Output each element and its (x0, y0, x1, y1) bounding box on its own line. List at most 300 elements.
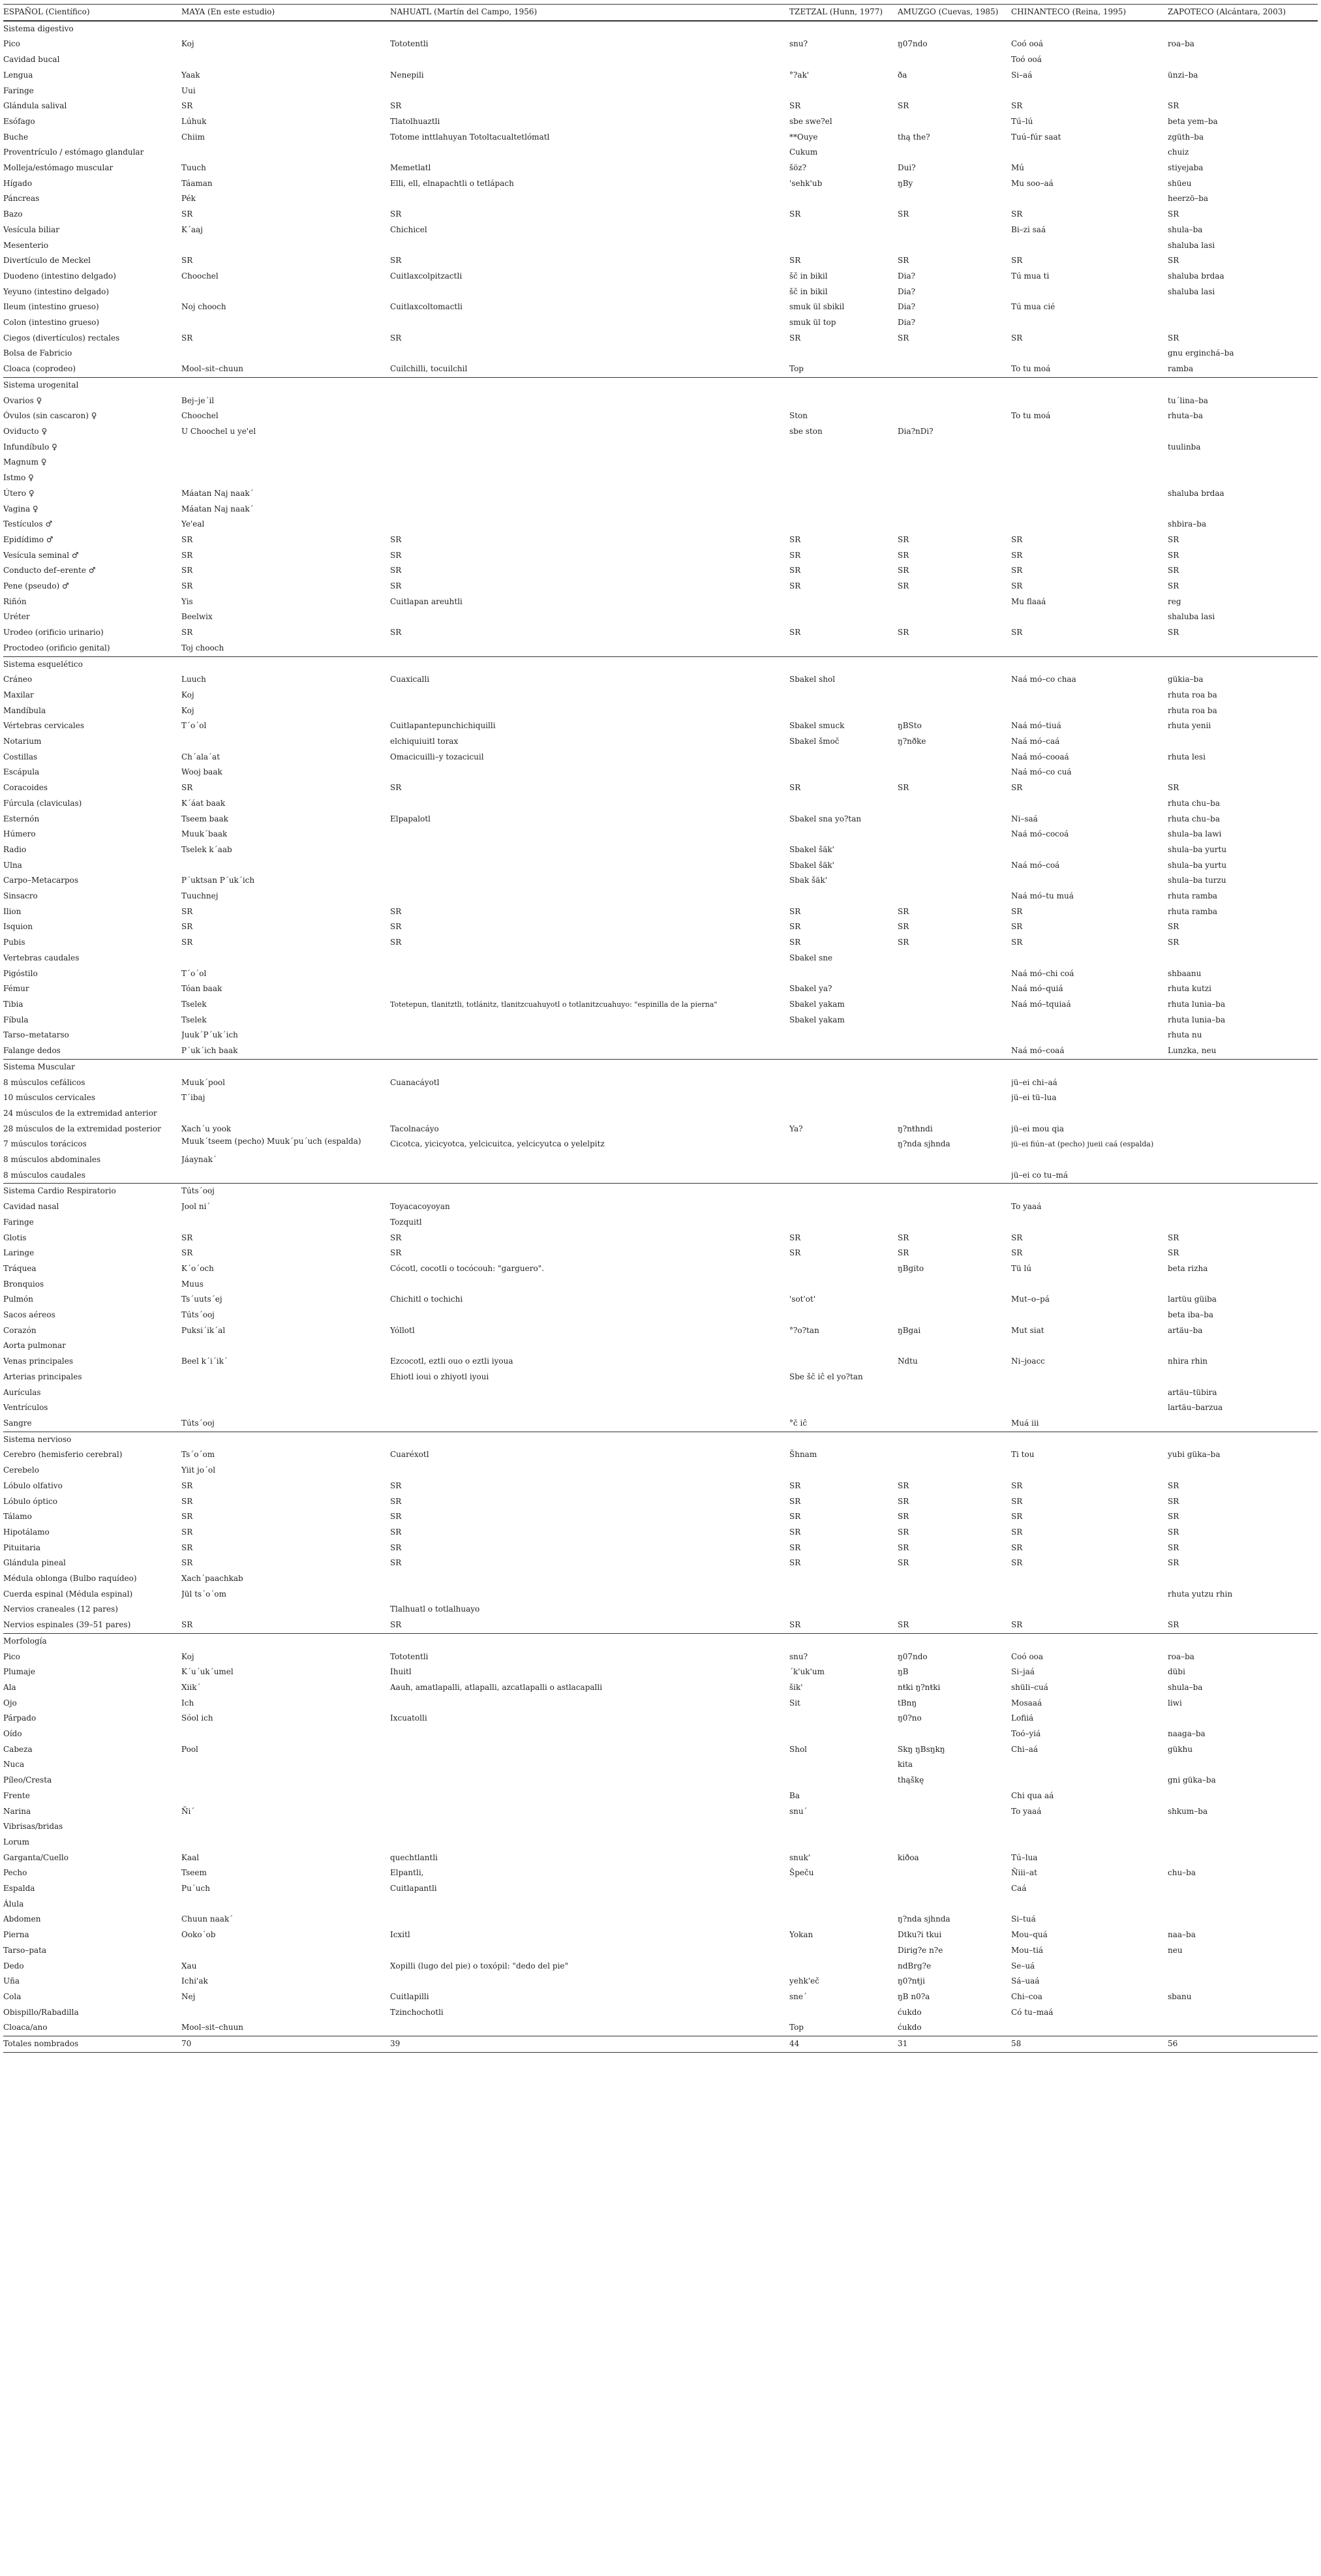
table-cell: Ihuitl (390, 1667, 412, 1677)
table-cell: Ñiii–at (1011, 1868, 1037, 1878)
table-cell: Glotis (3, 1233, 27, 1242)
table-cell: rhuta chu–ba (1168, 814, 1220, 823)
table-cell: Jül ts´o´om (181, 1589, 226, 1599)
table-row (3, 1447, 1318, 1463)
table-cell: jü–ei fiún–at (pecho) jueii caá (espalda) (1011, 1140, 1154, 1149)
table-cell: SR (181, 101, 193, 111)
table-row (3, 346, 1318, 361)
table-cell: SR (390, 333, 402, 343)
table-cell (181, 1726, 390, 1742)
table-cell: Útero ♀ (3, 488, 35, 498)
table-cell (390, 1788, 789, 1804)
table-cell (1011, 517, 1168, 532)
section-row (3, 1184, 1318, 1199)
table-row (3, 812, 1318, 827)
table-cell (1011, 656, 1168, 672)
table-cell (789, 1090, 898, 1106)
table-cell: thą the? (898, 132, 930, 142)
table-cell (1011, 1819, 1168, 1835)
table-cell: Cuitlaxcolpitzactli (390, 271, 463, 281)
table-cell: Tlalhuatl o totlalhuayo (390, 1604, 480, 1614)
table-cell: SR (181, 628, 193, 637)
table-row (3, 1385, 1318, 1401)
table-cell: Píleo/Cresta (3, 1775, 52, 1785)
table-cell: SR (898, 333, 909, 343)
table-cell: SR (181, 566, 193, 575)
table-cell: Tacolnacáyo (390, 1124, 439, 1133)
table-cell (898, 1338, 1011, 1354)
table-cell (181, 1400, 390, 1416)
table-cell (390, 1385, 789, 1401)
table-cell: ŋBgito (898, 1263, 924, 1273)
table-cell: SR (898, 1558, 909, 1568)
table-cell: shaluba brdaa (1168, 488, 1224, 498)
table-cell (390, 2020, 789, 2036)
table-cell (898, 1416, 1011, 1432)
table-cell: SR (390, 1558, 402, 1568)
table-cell (898, 951, 1011, 966)
table-cell (898, 1385, 1011, 1401)
table-cell (1011, 1897, 1168, 1912)
table-cell (898, 997, 1011, 1013)
table-cell: rhuta lunia–ba (1168, 1000, 1226, 1009)
table-cell: Garganta/Cuello (3, 1852, 68, 1862)
table-cell (390, 858, 789, 874)
table-cell: Nervios espinales (39–51 pares) (3, 1620, 131, 1630)
table-cell: Radio (3, 844, 27, 854)
column-header: CHINANTECO (Reina, 1995) (1011, 5, 1168, 21)
table-cell (898, 1059, 1011, 1075)
table-cell: Ñi´ (181, 1806, 195, 1816)
table-row (3, 1246, 1318, 1261)
table-cell (898, 84, 1011, 99)
table-cell (789, 1897, 898, 1912)
table-row (3, 424, 1318, 440)
table-cell: Ovarios ♀ (3, 395, 42, 405)
table-cell: Xopilli (lugo del pie) o toxópil: "dedo del pie" (390, 1961, 569, 1970)
table-cell: Lofiiá (1011, 1713, 1034, 1723)
table-cell: Sistema urogenital (3, 377, 181, 393)
table-cell (898, 1463, 1011, 1479)
table-cell (1011, 315, 1168, 331)
table-cell: Tú–lú (1011, 116, 1033, 126)
table-cell: Divertículo de Meckel (3, 256, 91, 266)
table-cell: Pierna (3, 1930, 29, 1940)
table-cell: rhuta–ba (1168, 411, 1204, 421)
table-cell: SR (898, 566, 909, 575)
column-header: NAHUATL (Martín del Campo, 1956) (390, 5, 789, 21)
table-row (3, 1711, 1318, 1726)
table-row (3, 1509, 1318, 1525)
table-cell: Magnum ♀ (3, 457, 47, 467)
table-cell (390, 641, 789, 656)
table-cell (898, 346, 1011, 361)
table-cell: Falange dedos (3, 1046, 61, 1056)
table-row (3, 1168, 1318, 1184)
table-cell: ramba (1168, 364, 1194, 374)
table-cell: nhira rhin (1168, 1357, 1208, 1366)
table-cell (1011, 1602, 1168, 1618)
table-cell: Plumaje (3, 1667, 35, 1677)
table-cell (789, 1959, 898, 1974)
table-cell: SR (1011, 922, 1023, 932)
table-row (3, 765, 1318, 780)
table-cell (1168, 1432, 1318, 1447)
table-cell: SR (789, 1558, 801, 1568)
table-cell (390, 889, 789, 904)
table-cell (1168, 1974, 1318, 1989)
table-row (3, 904, 1318, 920)
table-cell: gükhu (1168, 1744, 1193, 1754)
table-cell (898, 981, 1011, 997)
table-cell: SR (1168, 1512, 1179, 1522)
table-cell: SR (181, 1542, 193, 1552)
table-row (3, 1959, 1318, 1974)
table-cell: Lúhuk (181, 116, 207, 126)
table-cell (898, 641, 1011, 656)
table-cell: Costillas (3, 752, 38, 761)
table-cell: 31 (898, 2036, 1011, 2053)
table-row (3, 750, 1318, 765)
table-cell: shula–ba (1168, 224, 1203, 234)
table-cell (1168, 1090, 1318, 1106)
table-cell: SR (390, 1233, 402, 1242)
table-cell: SR (390, 209, 402, 219)
table-cell: Luuch (181, 675, 206, 684)
table-cell: T´ibaj (181, 1093, 205, 1103)
table-cell: Espalda (3, 1884, 35, 1894)
table-cell: SR (390, 1542, 402, 1552)
table-cell (789, 656, 898, 672)
table-cell (181, 145, 390, 161)
table-cell (390, 486, 789, 502)
table-cell (1011, 873, 1168, 889)
table-cell (789, 502, 898, 517)
table-cell (898, 1835, 1011, 1850)
table-cell (1011, 1338, 1168, 1354)
table-row (3, 1897, 1318, 1912)
table-cell: shüeu (1168, 178, 1192, 188)
table-cell (898, 688, 1011, 703)
table-cell: Naá mó–quiá (1011, 984, 1063, 994)
table-cell: SR (390, 1527, 402, 1537)
column-header: MAYA (En este estudio) (181, 5, 390, 21)
table-row (3, 455, 1318, 470)
table-cell: Aorta pulmonar (3, 1341, 66, 1351)
table-cell (390, 796, 789, 812)
table-cell: roa–ba (1168, 1651, 1194, 1661)
table-cell: SR (789, 333, 801, 343)
table-cell (898, 873, 1011, 889)
table-cell: artäu–tübira (1168, 1387, 1217, 1397)
table-cell: Sinsacro (3, 891, 38, 901)
table-cell (898, 1726, 1011, 1742)
table-cell: Uréter (3, 612, 30, 622)
table-cell: SR (181, 534, 193, 544)
table-cell (1011, 1152, 1168, 1168)
table-cell: SR (1168, 628, 1179, 637)
table-cell: shula–ba yurtu (1168, 860, 1227, 870)
table-cell: Mut siat (1011, 1325, 1044, 1335)
table-cell (1011, 84, 1168, 99)
table-cell: K´áat baak (181, 798, 226, 808)
table-cell: tBnŋ (898, 1698, 917, 1708)
table-cell (181, 440, 390, 455)
table-cell (789, 750, 898, 765)
table-cell (898, 222, 1011, 238)
table-cell: shkum–ba (1168, 1806, 1208, 1816)
table-cell: rhuta lesi (1168, 752, 1206, 761)
table-cell: Proventrículo / estómago glandular (3, 147, 144, 157)
table-cell: SR (390, 628, 402, 637)
table-row (3, 1587, 1318, 1602)
table-cell: SR (1011, 256, 1023, 266)
table-cell: Sistema digestivo (3, 21, 181, 37)
table-cell (898, 765, 1011, 780)
table-cell (1011, 1773, 1168, 1788)
table-cell: Sit (789, 1698, 800, 1708)
table-cell (789, 238, 898, 254)
table-cell (1011, 145, 1168, 161)
table-cell: Istmo ♀ (3, 473, 34, 483)
table-cell: Ts´o´om (181, 1450, 215, 1460)
table-cell: Muá iii (1011, 1418, 1039, 1428)
table-cell: gnu erginchá–ba (1168, 348, 1234, 358)
table-cell: Top (789, 364, 804, 374)
table-cell (789, 1308, 898, 1323)
table-cell (1011, 2020, 1168, 2036)
table-row (3, 1618, 1318, 1633)
table-cell (789, 1587, 898, 1602)
table-cell: SR (1011, 534, 1023, 544)
table-cell: Duodeno (intestino delgado) (3, 271, 116, 281)
table-cell (390, 1757, 789, 1773)
table-cell: Ch´ala´at (181, 752, 220, 761)
table-cell: ünzi–ba (1168, 70, 1198, 80)
table-cell: Narina (3, 1806, 31, 1816)
table-row (3, 1664, 1318, 1680)
table-cell: Nej (181, 1992, 196, 2001)
table-cell: gükia–ba (1168, 675, 1204, 684)
table-cell: Tozquitl (390, 1217, 422, 1227)
table-cell: Nenepili (390, 70, 424, 80)
table-cell: Tú mua ti (1011, 271, 1050, 281)
table-cell: SR (390, 550, 402, 560)
table-cell: Cloaca/ano (3, 2023, 48, 2032)
table-cell: SR (1011, 333, 1023, 343)
table-cell (390, 346, 789, 361)
table-cell (181, 1059, 390, 1075)
table-cell: Naá mó–coá (1011, 860, 1060, 870)
table-cell (898, 750, 1011, 765)
table-cell (181, 1773, 390, 1788)
table-cell (390, 1726, 789, 1742)
table-row (3, 1479, 1318, 1494)
table-cell (1011, 1106, 1168, 1122)
table-cell: Mool–sit–chuun (181, 364, 244, 374)
table-cell (1168, 1850, 1318, 1866)
table-row (3, 1122, 1318, 1137)
table-row (3, 2005, 1318, 2021)
table-cell (1168, 470, 1318, 486)
table-cell: Fémur (3, 984, 29, 994)
table-cell (1168, 1059, 1318, 1075)
table-cell (789, 1400, 898, 1416)
table-cell (1168, 52, 1318, 68)
table-cell: Mou–quá (1011, 1930, 1048, 1940)
table-row (3, 1974, 1318, 1989)
table-cell: SR (1011, 1512, 1023, 1522)
table-cell: Tototentli (390, 39, 429, 49)
table-row (3, 517, 1318, 532)
table-cell: 58 (1011, 2036, 1168, 2053)
table-header-row (3, 5, 1318, 21)
table-cell: Elli, ell, elnapachtli o tetlápach (390, 178, 514, 188)
table-cell (898, 1308, 1011, 1323)
table-cell (181, 1757, 390, 1773)
table-cell: SR (390, 938, 402, 947)
table-row (3, 1338, 1318, 1354)
table-cell: T´o´ol (181, 721, 207, 731)
table-cell (898, 1587, 1011, 1602)
table-cell (898, 1804, 1011, 1820)
table-cell (390, 951, 789, 966)
table-cell (1168, 502, 1318, 517)
table-cell: Muus (181, 1279, 204, 1289)
table-cell: Ezcocotl, eztli ouo o eztli iyoua (390, 1357, 513, 1366)
table-row (3, 672, 1318, 688)
table-cell: Abdomen (3, 1914, 41, 1924)
table-row (3, 1463, 1318, 1479)
table-cell (898, 889, 1011, 904)
table-cell: naaga–ba (1168, 1729, 1206, 1739)
table-cell: Top (789, 2023, 804, 2032)
table-cell: Mu soo–aá (1011, 178, 1054, 188)
table-cell: tuulinba (1168, 442, 1201, 452)
table-row (3, 1541, 1318, 1556)
table-cell: K´u´uk´umel (181, 1667, 234, 1677)
table-cell: Dia?nDi? (898, 426, 934, 436)
table-cell (1168, 1184, 1318, 1199)
table-cell (181, 656, 390, 672)
table-cell: Lengua (3, 70, 33, 80)
table-cell: Bazo (3, 209, 23, 219)
table-cell: Pituitaria (3, 1542, 41, 1552)
table-row (3, 1525, 1318, 1541)
table-cell: P´uktsan P´uk´ich (181, 876, 255, 885)
table-cell: SR (898, 534, 909, 544)
table-cell: Tú mua cié (1011, 302, 1055, 312)
table-row (3, 780, 1318, 796)
table-cell: Koj (181, 1651, 194, 1661)
table-cell (789, 191, 898, 207)
table-cell: SR (181, 1480, 193, 1490)
table-cell (898, 502, 1011, 517)
table-cell: Toj chooch (181, 643, 224, 652)
table-row (3, 2020, 1318, 2036)
table-cell: SR (1168, 1620, 1179, 1630)
table-cell: Sangre (3, 1418, 32, 1428)
table-cell: ćukdo (898, 2007, 922, 2017)
table-row (3, 1649, 1318, 1665)
table-cell: SR (181, 209, 193, 219)
table-cell: shula–ba yurtu (1168, 844, 1227, 854)
table-body (3, 21, 1318, 2053)
table-cell: Cerebelo (3, 1465, 39, 1475)
table-cell: lartäu–barzua (1168, 1403, 1223, 1413)
table-cell: SR (1011, 1542, 1023, 1552)
table-cell (898, 1292, 1011, 1308)
table-cell (1011, 1835, 1168, 1850)
table-cell (789, 594, 898, 610)
table-cell: Sistema Cardio Respiratorio (3, 1184, 181, 1199)
table-cell (181, 858, 390, 874)
table-cell: Dedo (3, 1961, 24, 1970)
table-cell (1168, 1757, 1318, 1773)
table-row (3, 1292, 1318, 1308)
table-cell (789, 21, 898, 37)
table-cell (789, 641, 898, 656)
table-row (3, 1090, 1318, 1106)
table-cell (390, 1308, 789, 1323)
table-cell: Colon (intestino grueso) (3, 318, 100, 328)
table-cell: SR (1168, 534, 1179, 544)
table-cell: SR (1168, 333, 1179, 343)
table-cell (1011, 440, 1168, 455)
table-cell (898, 440, 1011, 455)
table-cell: Naá mó–coaá (1011, 1046, 1065, 1056)
table-cell: SR (789, 938, 801, 947)
table-cell: Oído (3, 1729, 22, 1739)
table-cell (390, 1400, 789, 1416)
table-cell (1011, 688, 1168, 703)
table-cell: Cuaréxotl (390, 1450, 429, 1460)
table-cell: Vértebras cervicales (3, 721, 85, 731)
table-cell: Ich (181, 1698, 194, 1708)
table-cell: Cabeza (3, 1744, 33, 1754)
table-cell: SR (789, 1496, 801, 1506)
table-cell: Lorum (3, 1837, 30, 1847)
table-cell: Mú (1011, 163, 1025, 173)
table-cell (390, 502, 789, 517)
table-cell (898, 594, 1011, 610)
table-cell (181, 1338, 390, 1354)
table-cell (1168, 21, 1318, 37)
table-row (3, 114, 1318, 130)
table-cell: heerzö–ba (1168, 194, 1209, 204)
table-cell (1168, 1075, 1318, 1091)
table-cell: SR (1011, 1558, 1023, 1568)
table-cell: Tototentli (390, 1651, 429, 1661)
table-cell: Pék (181, 194, 196, 204)
table-cell: Puksi´ik´al (181, 1325, 226, 1335)
table-cell (390, 191, 789, 207)
table-cell: U Choochel u ye'el (181, 426, 256, 436)
table-cell: Bolsa de Fabricio (3, 348, 72, 358)
table-cell: Carpo–Metacarpos (3, 876, 79, 885)
table-cell: Urodeo (orificio urinario) (3, 628, 104, 637)
table-cell: Pico (3, 39, 20, 49)
table-cell: SR (1168, 783, 1179, 793)
table-cell: Lóbulo olfativo (3, 1480, 63, 1490)
table-cell: Vesícula seminal ♂ (3, 550, 79, 560)
table-cell: 39 (390, 2036, 789, 2053)
table-cell (898, 609, 1011, 625)
table-cell: Esternón (3, 814, 40, 823)
table-cell (390, 1587, 789, 1602)
table-cell: neu (1168, 1945, 1183, 1955)
table-cell (390, 1028, 789, 1043)
